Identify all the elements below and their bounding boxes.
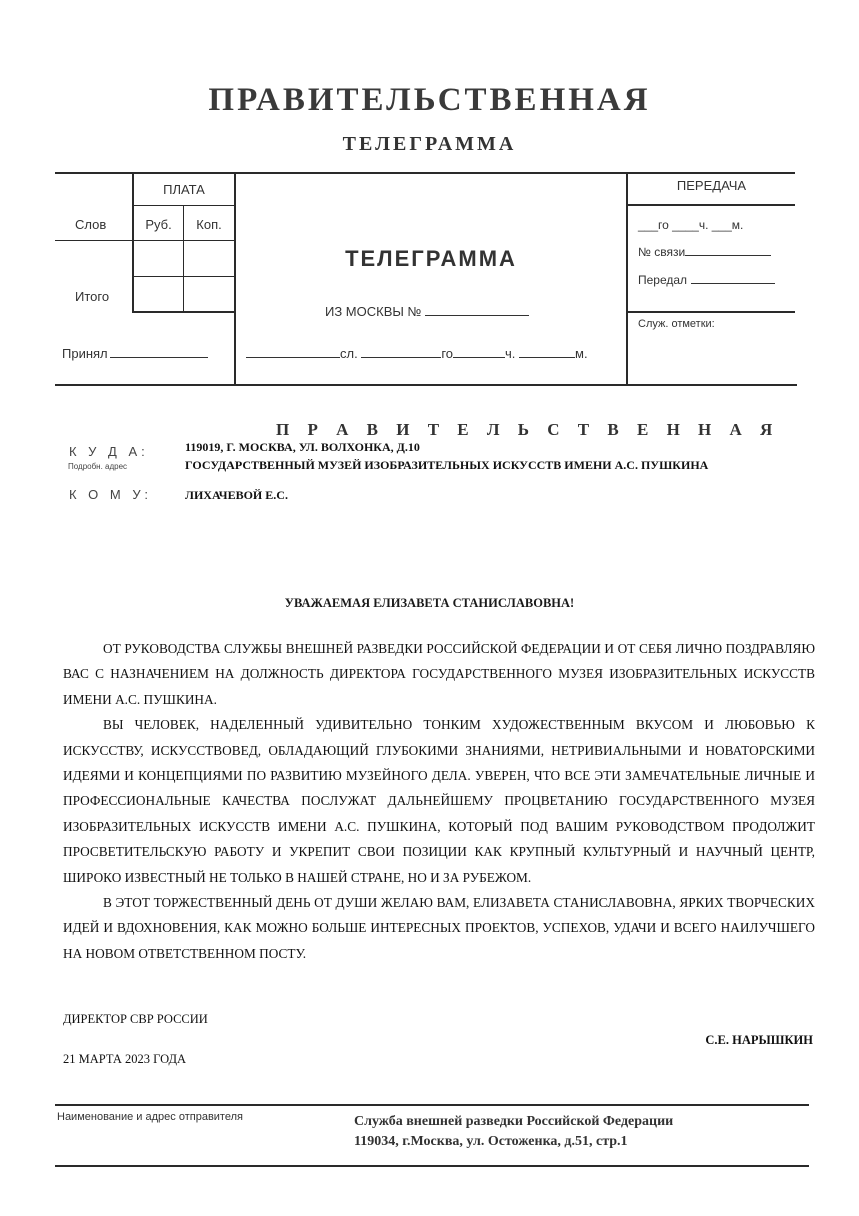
transfer-header-line: [628, 204, 795, 206]
sender-name: Служба внешней разведки Российской Федерации: [354, 1114, 674, 1129]
service-marks-label: Служ. отметки:: [638, 318, 715, 330]
transfer-label: ПЕРЕДАЧА: [676, 178, 747, 193]
message-date: 21 МАРТА 2023 ГОДА: [63, 1052, 187, 1066]
words-row-line: [55, 240, 235, 241]
signer-position: ДИРЕКТОР СВР РОССИИ: [63, 1012, 208, 1026]
category-label: П Р А В И Т Е Л Ь С Т В Е Н Н А Я: [276, 420, 780, 439]
whom-label: К О М У:: [69, 487, 152, 502]
sender-address: 119034, г.Москва, ул. Остоженка, д.51, стр.1: [354, 1134, 628, 1149]
from-moscow-field: ИЗ МОСКВЫ №: [325, 304, 529, 319]
words-label: Слов: [75, 217, 107, 232]
transfer-time: ___го ____ч. ___м.: [638, 218, 744, 232]
sender-top-line: [55, 1104, 809, 1106]
to-address: 119019, Г. МОСКВА, УЛ. ВОЛХОНКА, Д.10: [185, 440, 420, 454]
to-label: К У Д А:: [69, 444, 149, 459]
message-body: [63, 636, 815, 966]
payment-label: ПЛАТА: [163, 182, 205, 197]
message-paragraph: В ЭТОТ ТОРЖЕСТВЕННЫЙ ДЕНЬ ОТ ДУШИ ЖЕЛАЮ ВАМ, ЕЛИЗАВЕТА СТАНИСЛАВОВНА, ЯРКИХ ТВОРЧЕСКИХ ИДЕЙ И ВДОХНОВЕНИЯ, КАК МОЖНО БОЛЬШЕ ИНТЕРЕСНЫХ ПРОЕКТОВ, УСПЕХОВ, УДАЧИ И ВСЕГО НАИЛУЧШЕГО НА НОВОМ ОТВЕТСТВЕННОМ ПОСТУ.: [63, 895, 815, 961]
sender-label: Наименование и адрес отправителя: [57, 1111, 243, 1123]
message-paragraph: ВЫ ЧЕЛОВЕК, НАДЕЛЕННЫЙ УДИВИТЕЛЬНО ТОНКИМ ХУДОЖЕСТВЕННЫМ ВКУСОМ И ЛЮБОВЬЮ К ИСКУССТВУ, ИСКУССТВОВЕД, ОБЛАДАЮЩИЙ ГЛУБОКИМИ ЗНАНИЯМИ, НЕТРИВИАЛЬНЫМИ И НОВАТОРСКИМИ ИДЕЯМИ И КОНЦЕПЦИЯМИ ПО РАЗВИТИЮ МУЗЕЙНОГО ДЕЛА. УВЕРЕН, ЧТО ВСЕ ЭТИ ЗАМЕЧАТЕЛЬНЫЕ ЛИЧНЫЕ И ПРОФЕССИОНАЛЬНЫЕ КАЧЕСТВА ПОСЛУЖАТ ДАЛЬНЕЙШЕМУ ПРОЦВЕТАНИЮ ГОСУДАРСТВЕННОГО МУЗЕЯ ИЗОБРАЗИТЕЛЬНЫХ ИСКУССТВ ИМЕНИ А.С. ПУШКИНА, КОТОРЫЙ ПОД ВАШИМ РУКОВОДСТВОМ ПРОДОЛЖИТ ПРОСВЕТИТЕЛЬСКУЮ РАБОТУ И УКРЕПИТ СВОИ ПОЗИЦИИ КАК КРУПНЫЙ КУЛЬТУРНЫЙ И НАУЧНЫЙ ЦЕНТР, ШИРОКО ИЗВЕСТНЫЙ НЕ ТОЛЬКО В НАШЕЙ СТРАНЕ, НО И ЗА РУБЕЖОМ.: [63, 717, 815, 885]
recipient-organization: ГОСУДАРСТВЕННЫЙ МУЗЕЙ ИЗОБРАЗИТЕЛЬНЫХ ИСКУССТВ ИМЕНИ А.С. ПУШКИНА: [185, 458, 709, 472]
telegram-center-title: ТЕЛЕГРАММА: [345, 246, 517, 271]
document-subtitle: ТЕЛЕГРАММА: [342, 133, 517, 155]
total-label: Итого: [75, 289, 110, 304]
document-title: ПРАВИТЕЛЬСТВЕННАЯ: [208, 82, 651, 118]
form-top-border: [55, 172, 795, 174]
sent-by-field: Передал: [638, 273, 775, 287]
link-number-field: № связи: [638, 245, 771, 259]
detail-address-label: Подробн. адрес: [68, 462, 128, 471]
recipient-name: ЛИХАЧЕВОЙ Е.С.: [185, 488, 288, 502]
message-paragraph: ОТ РУКОВОДСТВА СЛУЖБЫ ВНЕШНЕЙ РАЗВЕДКИ РОССИЙСКОЙ ФЕДЕРАЦИИ И ОТ СЕБЯ ЛИЧНО ПОЗДРАВЛЯЮ ВАС С НАЗНАЧЕНИЕМ НА ДОЛЖНОСТЬ ДИРЕКТОРА ГОСУДАРСТВЕННОГО МУЗЕЯ ИЗОБРАЗИТЕЛЬНЫХ ИСКУССТВ ИМЕНИ А.С. ПУШКИНА.: [63, 641, 815, 707]
kop-label: Коп.: [196, 217, 222, 232]
sender-bottom-line: [55, 1165, 809, 1167]
service-marks-line: [628, 311, 795, 313]
form-bottom-border: [55, 384, 797, 386]
date-time-field: сл. го ч. м.: [246, 346, 588, 361]
rub-label: Руб.: [145, 217, 172, 232]
rub-row-line: [132, 276, 235, 277]
accepted-label: Принял: [62, 346, 208, 361]
salutation: УВАЖАЕМАЯ ЕЛИЗАВЕТА СТАНИСЛАВОВНА!: [284, 596, 575, 610]
payment-header-line: [132, 205, 235, 206]
form-left-divider: [234, 172, 236, 385]
total-row-line: [132, 311, 235, 313]
signer-name: С.Е. НАРЫШКИН: [705, 1033, 813, 1047]
